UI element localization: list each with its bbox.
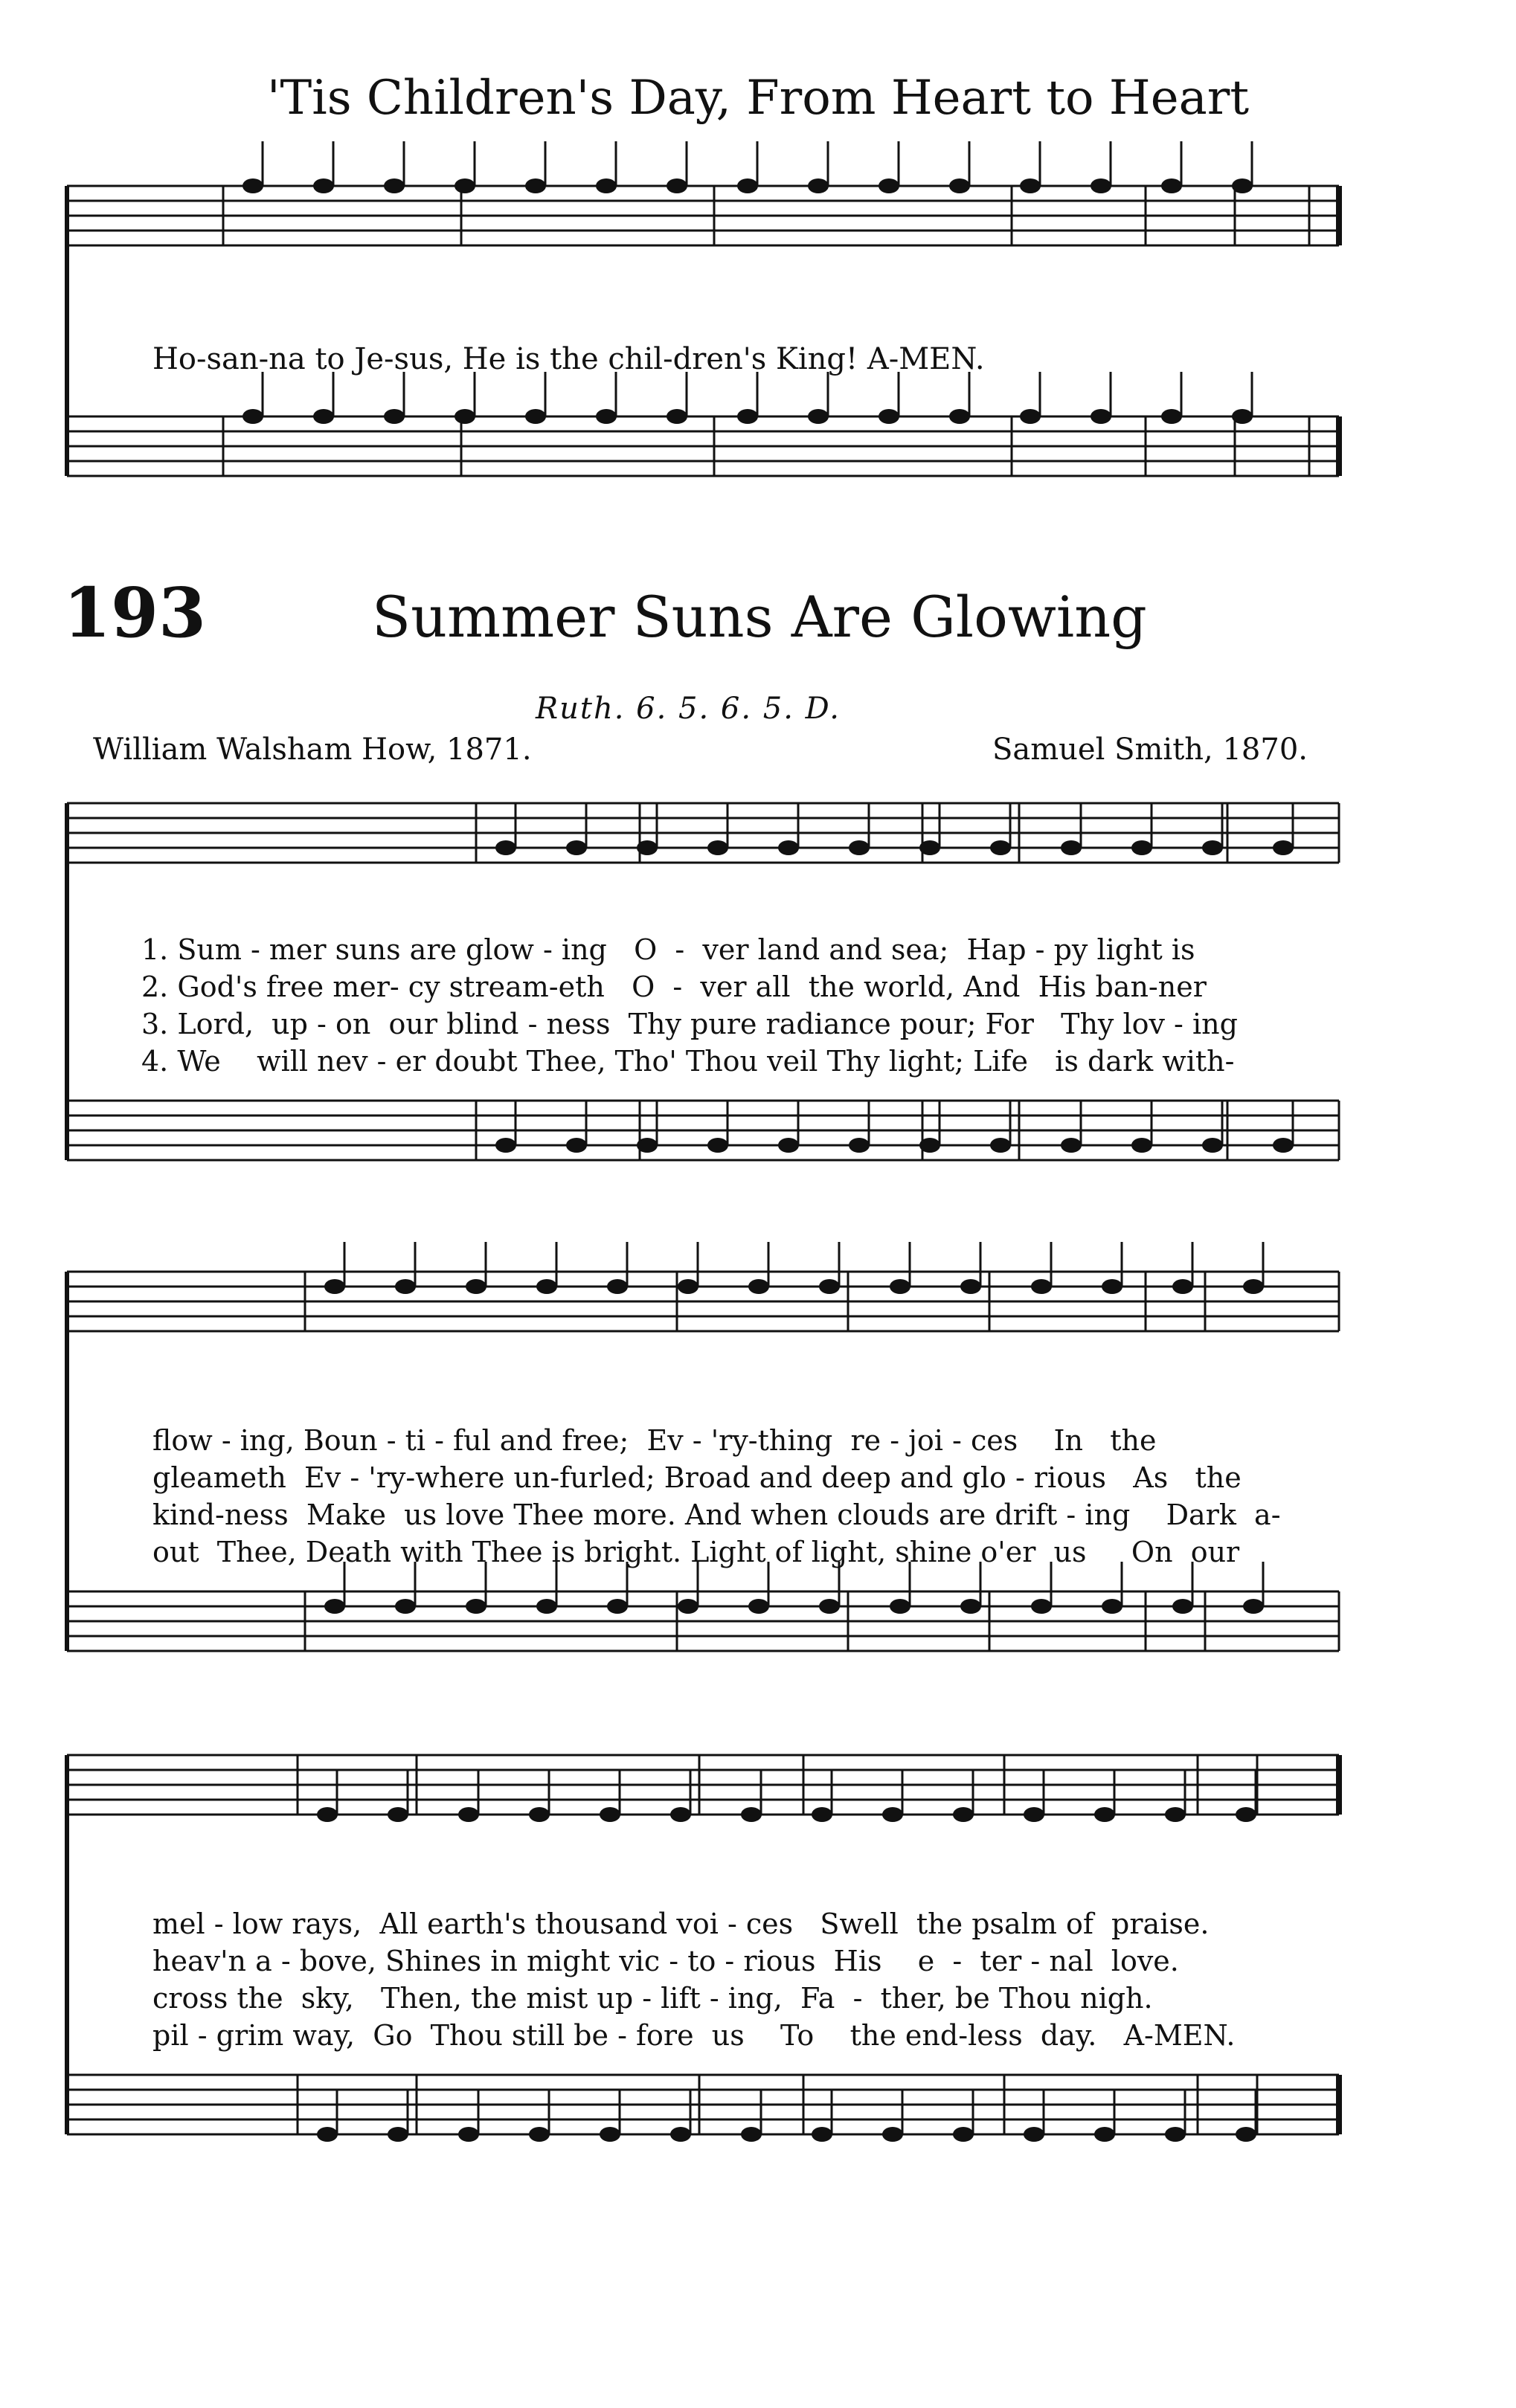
previous-hymn-lyric: Ho-san-na to Je-sus, He is the chil-dren's King! A-MEN. bbox=[152, 342, 985, 376]
system3-verse-4: pil - grim way, Go Thou still be - fore us To the end-less day. A-MEN. bbox=[152, 2019, 1236, 2052]
composer-credit: Samuel Smith, 1870. bbox=[992, 733, 1308, 767]
system3-verse-2: heav'n a - bove, Shines in might vic - to - rious His e - ter - nal love. bbox=[152, 1945, 1179, 1977]
system2-verse-1: flow - ing, Boun - ti - ful and free; Ev - 'ry-thing re - joi - ces In the bbox=[152, 1424, 1157, 1457]
hymn-number: 193 bbox=[63, 573, 207, 653]
system1-verse-4: 4. We will nev - er doubt Thee, Tho' Thou veil Thy light; Life is dark with- bbox=[141, 1045, 1235, 1078]
tune-name: Ruth. 6. 5. 6. 5. D. bbox=[536, 692, 841, 726]
system1-verse-3: 3. Lord, up - on our blind - ness Thy pure radiance pour; For Thy lov - ing bbox=[141, 1008, 1238, 1040]
hymn-title: Summer Suns Are Glowing bbox=[372, 584, 1147, 650]
system3-verse-3: cross the sky, Then, the mist up - lift - ing, Fa - ther, be Thou nigh. bbox=[152, 1982, 1153, 2015]
system1-verse-1: 1. Sum - mer suns are glow - ing O - ver land and sea; Hap - py light is bbox=[141, 933, 1195, 966]
system3-verse-1: mel - low rays, All earth's thousand voi - ces Swell the psalm of praise. bbox=[152, 1908, 1210, 1940]
author-credit: William Walsham How, 1871. bbox=[93, 733, 532, 767]
system2-verse-2: gleameth Ev - 'ry-where un-furled; Broad and deep and glo - rious As the bbox=[152, 1461, 1242, 1494]
previous-hymn-title: 'Tis Children's Day, From Heart to Heart bbox=[266, 71, 1250, 126]
system2-verse-4: out Thee, Death with Thee is bright. Light of light, shine o'er us On our bbox=[152, 1536, 1240, 1568]
system1-verse-2: 2. God's free mer- cy stream-eth O - ver all the world, And His ban-ner bbox=[141, 970, 1207, 1003]
system2-verse-3: kind-ness Make us love Thee more. And when clouds are drift - ing Dark a- bbox=[152, 1498, 1281, 1531]
